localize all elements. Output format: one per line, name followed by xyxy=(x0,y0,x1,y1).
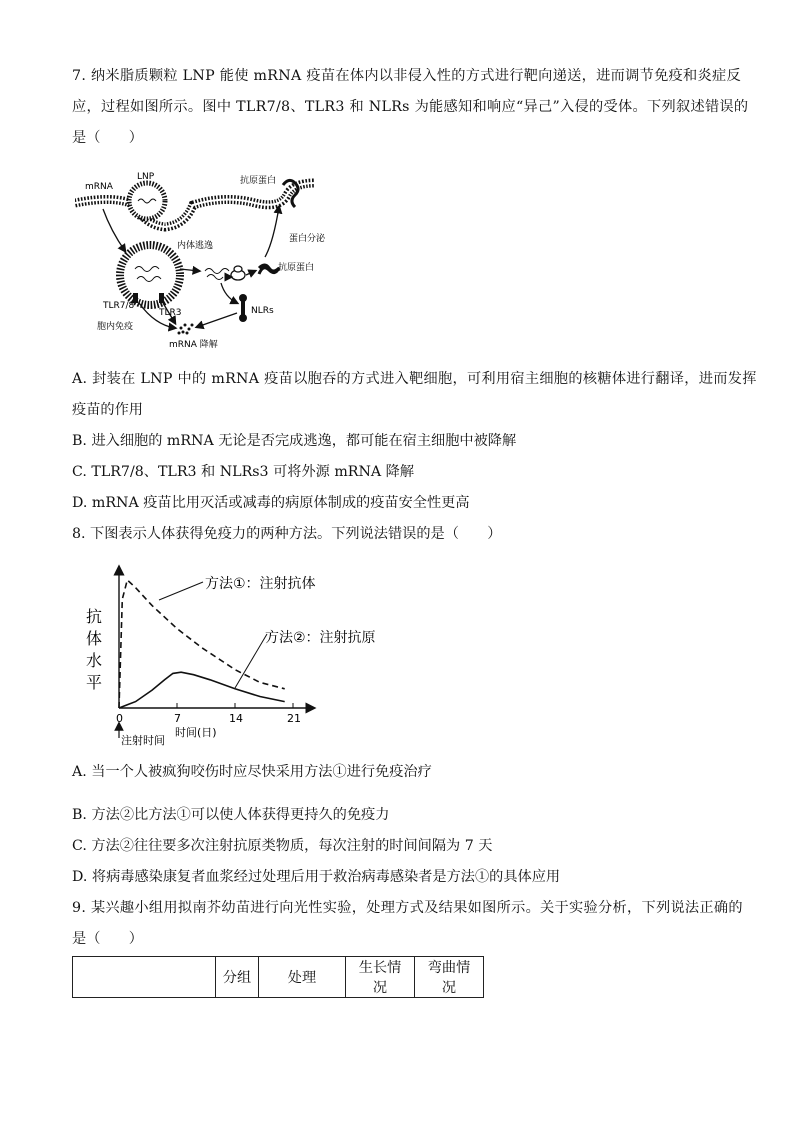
q7-stem-line3: 是（ ） xyxy=(72,130,143,146)
label-endosome-escape: 内体逃逸 xyxy=(177,241,214,251)
q8-stem: 8. 下图表示人体获得免疫力的两种方法。下列说法错误的是（ ） xyxy=(72,526,502,542)
label-antigen-mid: 抗原蛋白 xyxy=(278,263,315,273)
escaped-mrna xyxy=(205,269,229,274)
header-cell-treatment: 处理 xyxy=(259,957,346,998)
q8-option-c: C. 方法②往往要多次注射抗原类物质，每次注射的时间间隔为 7 天 xyxy=(72,838,493,854)
table-header-row xyxy=(73,957,484,998)
legend-method1: 方法①：注射抗体 xyxy=(205,576,316,592)
antigen-protein-mid xyxy=(259,265,279,274)
endosome xyxy=(120,245,180,305)
mrna-fragments xyxy=(178,324,194,335)
q8-option-d: D. 将病毒感染康复者血浆经过处理后用于救治病毒感染者是方法①的具体应用 xyxy=(72,869,561,885)
label-tlr3: TLR3 xyxy=(159,308,182,318)
x-tick-label-0: 0 xyxy=(116,712,123,725)
series-method1-dashed xyxy=(119,580,285,708)
label-innate-immunity: 胞内免疫 xyxy=(97,322,134,332)
label-antigen-top: 抗原蛋白 xyxy=(240,176,277,186)
header-cell-blank xyxy=(73,957,216,998)
legend-method2: 方法②：注射抗原 xyxy=(265,630,376,646)
lnp-particle xyxy=(129,183,165,219)
label-lnp: LNP xyxy=(137,172,155,182)
x-tick-label-7: 7 xyxy=(174,712,181,725)
label-tlr78: TLR7/8 xyxy=(103,301,135,311)
q8-option-a: A. 当一个人被疯狗咬伤时应尽快采用方法①进行免疫治疗 xyxy=(72,764,432,780)
q7-option-a-line1: A. 封装在 LNP 中的 mRNA 疫苗以胞吞的方式进入靶细胞，可利用宿主细胞的核糖体进行翻译，进而发挥 xyxy=(72,371,757,387)
y-axis-label: 抗体水平 xyxy=(83,608,103,696)
x-tick-label-21: 21 xyxy=(287,712,301,725)
q8-option-b: B. 方法②比方法①可以使人体获得更持久的免疫力 xyxy=(72,807,390,823)
series-method2-solid xyxy=(119,672,285,708)
q8-antibody-chart xyxy=(75,560,415,755)
q7-stem-line2: 应，过程如图所示。图中 TLR7/8、TLR3 和 NLRs 为能感知和响应“异己”入侵的受体。下列叙述错误的 xyxy=(72,99,749,115)
nlrs-receptor xyxy=(239,294,247,322)
label-mrna: mRNA xyxy=(85,182,113,192)
q7-option-b: B. 进入细胞的 mRNA 无论是否完成逃逸，都可能在宿主细胞中被降解 xyxy=(72,433,517,449)
antigen-protein-top xyxy=(283,180,298,207)
label-secretion: 蛋白分泌 xyxy=(289,234,326,244)
q9-stem-line2: 是（ ） xyxy=(72,931,143,947)
q7-option-c: C. TLR7/8、TLR3 和 NLRs3 可将外源 mRNA 降解 xyxy=(72,464,415,480)
q9-experiment-table xyxy=(72,956,484,998)
q7-option-d: D. mRNA 疫苗比用灭活或减毒的病原体制成的疫苗安全性更高 xyxy=(72,495,470,511)
leader-method2 xyxy=(235,634,267,688)
label-mrna-degradation: mRNA 降解 xyxy=(169,340,218,350)
header-cell-bending: 弯曲情况 xyxy=(415,957,484,998)
label-nlrs: NLRs xyxy=(251,306,274,316)
q9-stem-line1: 9. 某兴趣小组用拟南芥幼苗进行向光性实验，处理方式及结果如图所示。关于实验分析，下列说法正确的 xyxy=(72,900,743,916)
x-tick-label-14: 14 xyxy=(229,712,243,725)
x-axis-label: 时间(日) xyxy=(175,726,217,739)
q7-stem-line1: 7. 纳米脂质颗粒 LNP 能使 mRNA 疫苗在体内以非侵入性的方式进行靶向递送，进而调节免疫和炎症反 xyxy=(72,68,741,84)
header-cell-group: 分组 xyxy=(216,957,259,998)
ribosome-icon xyxy=(231,266,245,280)
header-cell-growth: 生长情况 xyxy=(346,957,415,998)
injection-time-label: 注射时间 xyxy=(121,734,165,747)
q7-figure-lnp-diagram xyxy=(75,165,340,355)
leader-method1 xyxy=(159,582,203,600)
q7-option-a-line2: 疫苗的作用 xyxy=(72,402,143,418)
